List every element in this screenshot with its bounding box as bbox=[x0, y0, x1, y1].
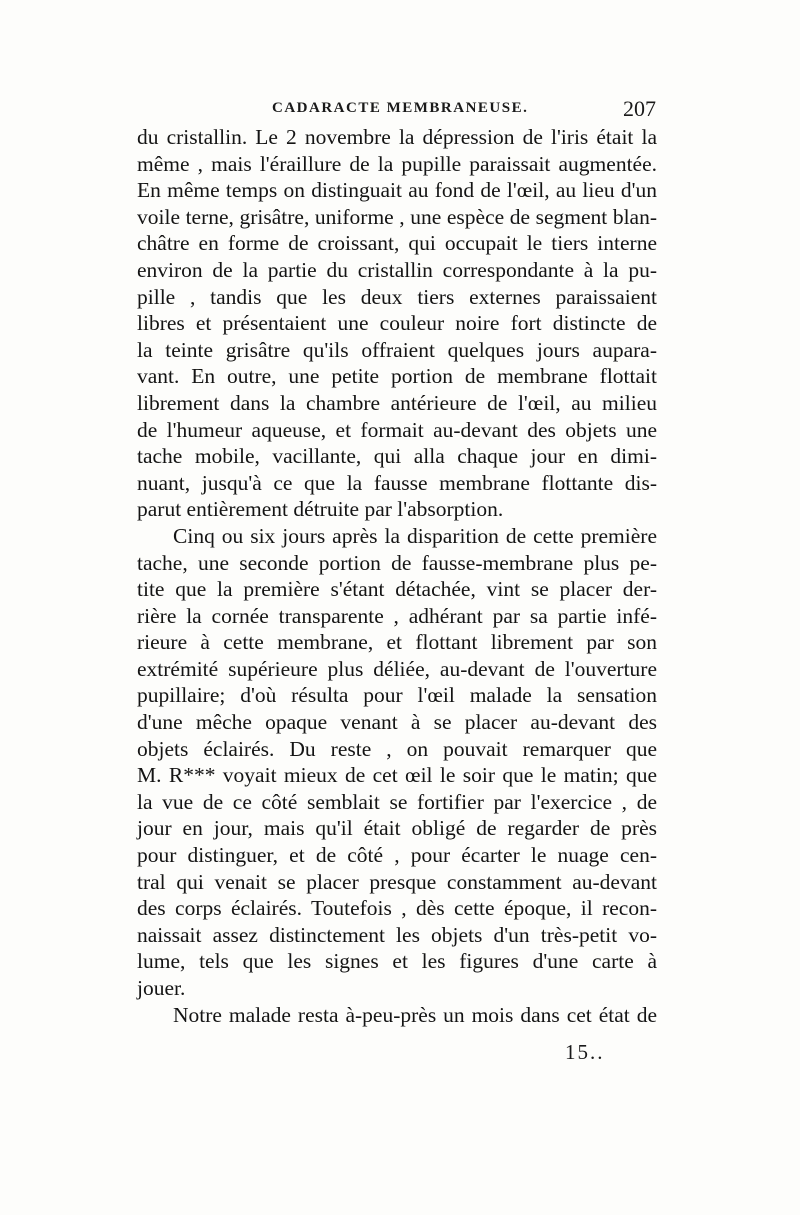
signature-mark: 15.. bbox=[565, 1040, 605, 1064]
text-line: environ de la partie du cristallin correspondante à la pu- bbox=[137, 257, 657, 282]
paragraph-start-line: Cinq ou six jours après la disparition de cette première bbox=[173, 523, 657, 548]
text-line: nuant, jusqu'à ce que la fausse membrane flottante dis- bbox=[137, 470, 657, 495]
paragraph-end-line: parut entièrement détruite par l'absorption. bbox=[137, 497, 504, 522]
text-line: voile terne, grisâtre, uniforme , une espèce de segment blan- bbox=[137, 204, 657, 229]
text-line: d'une mêche opaque venant à se placer au-devant des bbox=[137, 710, 657, 735]
running-title: CADARACTE MEMBRANEUSE. bbox=[272, 100, 529, 116]
text-line: lume, tels que les signes et les figures d'une carte à bbox=[137, 949, 657, 974]
running-head bbox=[130, 96, 660, 126]
paragraph-end-line: jouer. bbox=[137, 976, 186, 1000]
paragraph-start-line: Notre malade resta à-peu-près un mois dans cet état de bbox=[173, 1002, 657, 1027]
text-line: rieure à cette membrane, et flottant librement par son bbox=[137, 630, 657, 655]
text-line: châtre en forme de croissant, qui occupait le tiers interne bbox=[137, 231, 657, 256]
text-line: tral qui venait se placer presque constamment au-devant bbox=[137, 869, 657, 894]
text-line: tite que la première s'étant détachée, vint se placer der- bbox=[137, 577, 657, 602]
text-line: extrémité supérieure plus déliée, au-devant de l'ouverture bbox=[137, 656, 657, 681]
text-line: pupillaire; d'où résulta pour l'œil malade la sensation bbox=[137, 683, 657, 708]
body-text bbox=[137, 124, 657, 1028]
text-line: pille , tandis que les deux tiers externes paraissaient bbox=[137, 284, 657, 309]
text-line: tache mobile, vacillante, qui alla chaque jour en dimi- bbox=[137, 444, 657, 469]
text-line: librement dans la chambre antérieure de l'œil, au milieu bbox=[137, 390, 657, 415]
text-line: jour en jour, mais qu'il était obligé de regarder de près bbox=[137, 816, 657, 841]
text-line: pour distinguer, et de côté , pour écarter le nuage cen- bbox=[137, 843, 657, 868]
text-line: la teinte grisâtre qu'ils offraient quelques jours aupara- bbox=[137, 337, 657, 362]
text-line: M. R*** voyait mieux de cet œil le soir que le matin; que bbox=[137, 763, 657, 788]
text-line: rière la cornée transparente , adhérant par sa partie infé- bbox=[137, 603, 657, 628]
text-line: tache, une seconde portion de fausse-membrane plus pe- bbox=[137, 550, 657, 575]
text-line: des corps éclairés. Toutefois , dès cette époque, il recon- bbox=[137, 896, 657, 921]
text-line: objets éclairés. Du reste , on pouvait remarquer que bbox=[137, 736, 657, 761]
text-line: vant. En outre, une petite portion de membrane flottait bbox=[137, 364, 657, 389]
text-line: naissait assez distinctement les objets d'un très-petit vo- bbox=[137, 922, 657, 947]
text-line: la vue de ce côté semblait se fortifier par l'exercice , de bbox=[137, 789, 657, 814]
text-line: de l'humeur aqueuse, et formait au-devant des objets une bbox=[137, 417, 657, 442]
text-line: En même temps on distinguait au fond de l'œil, au lieu d'un bbox=[137, 178, 657, 203]
text-line: libres et présentaient une couleur noire fort distincte de bbox=[137, 311, 657, 336]
page-number: 207 bbox=[623, 96, 656, 121]
text-line: même , mais l'éraillure de la pupille paraissait augmentée. bbox=[137, 151, 657, 176]
text-line: du cristallin. Le 2 novembre la dépression de l'iris était la bbox=[137, 125, 657, 149]
